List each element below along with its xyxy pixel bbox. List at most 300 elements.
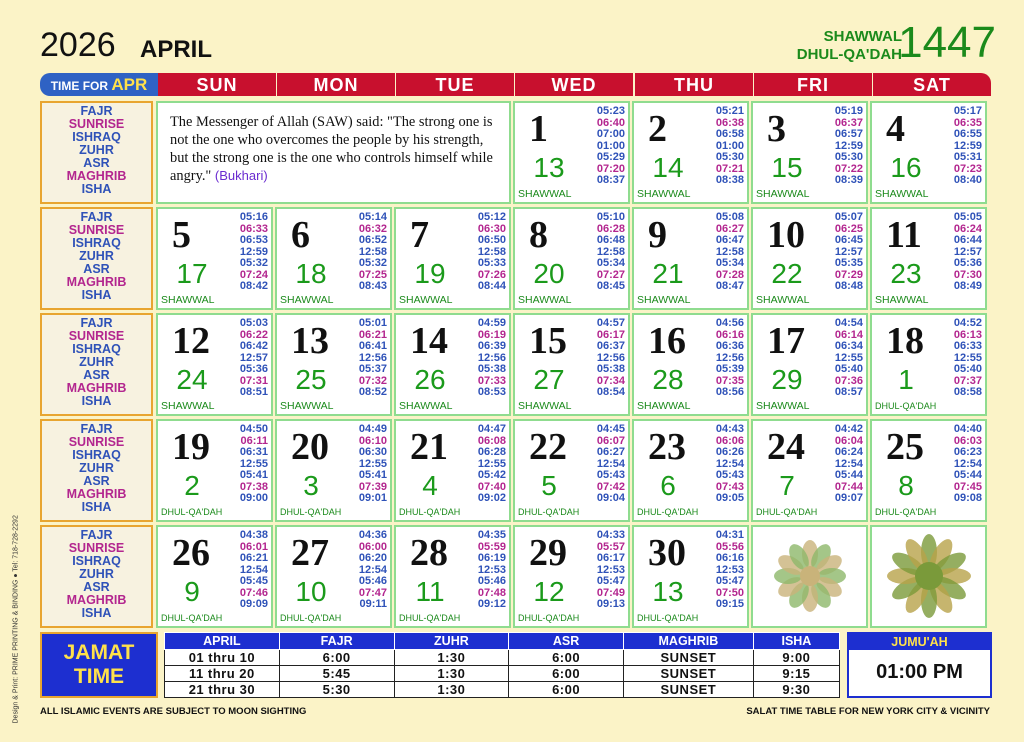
hijri-date: 14	[652, 152, 684, 183]
hijri-date: 15	[771, 152, 803, 183]
prayer-time-fajr: 04:54	[834, 317, 863, 329]
hijri-month-name: DHUL-QA'DAH	[280, 613, 342, 623]
hadith-quote	[156, 101, 511, 204]
month-title: APRIL	[140, 36, 212, 63]
hijri-month-name: DHUL-QA'DAH	[399, 613, 461, 623]
prayer-time-asr: 05:47	[715, 575, 744, 587]
jamat-row	[165, 666, 840, 682]
prayer-time-maghrib: 07:25	[358, 268, 387, 281]
day-header-fri: FRI	[754, 73, 872, 96]
prayer-time-zuhr: 12:57	[834, 245, 863, 258]
prayer-time-fajr: 04:59	[477, 317, 506, 329]
prayer-time-ishraq: 06:55	[953, 128, 982, 140]
hijri-month-name: DHUL-QA'DAH	[637, 507, 699, 517]
prayer-time-asr: 05:44	[834, 469, 863, 481]
time-for-month: APR	[111, 75, 148, 94]
jamat-cell: 6:00	[279, 650, 394, 666]
jamat-time-box	[40, 632, 158, 698]
prayer-times	[478, 530, 506, 611]
day-cell	[751, 101, 868, 204]
time-for-prefix: TIME FOR	[50, 79, 109, 93]
prayer-time-asr: 05:47	[596, 575, 625, 587]
prayer-time-zuhr: 12:54	[834, 457, 863, 470]
gregorian-date: 26	[172, 532, 210, 574]
prayer-time-zuhr: 12:58	[358, 245, 387, 258]
prayer-time-fajr: 05:07	[834, 211, 863, 223]
prayer-time-zuhr: 12:59	[834, 139, 863, 152]
prayer-label-fajr: FAJR	[80, 422, 113, 436]
prayer-time-asr: 05:33	[477, 257, 506, 269]
day-cell	[156, 525, 273, 628]
prayer-time-maghrib: 07:45	[953, 480, 982, 493]
day-cell	[394, 207, 511, 310]
prayer-label-zuhr: ZUHR	[79, 143, 114, 157]
prayer-time-zuhr: 12:54	[715, 457, 744, 470]
prayer-label-asr: ASR	[83, 474, 110, 488]
prayer-time-fajr: 04:42	[834, 423, 863, 435]
prayer-time-isha: 08:54	[596, 386, 625, 398]
prayer-time-zuhr: 12:53	[715, 563, 744, 576]
day-header-mon: MON	[277, 73, 395, 96]
prayer-times	[597, 318, 625, 399]
prayer-time-fajr: 04:49	[358, 423, 387, 435]
hijri-date: 19	[414, 258, 446, 289]
gregorian-date: 27	[291, 532, 329, 574]
gregorian-date: 12	[172, 320, 210, 362]
prayer-time-fajr: 05:14	[358, 211, 387, 223]
day-cell	[870, 419, 987, 522]
prayer-time-asr: 05:29	[596, 151, 625, 163]
hijri-date: 1	[898, 364, 914, 395]
prayer-time-isha: 09:13	[596, 598, 625, 610]
hijri-month-name: DHUL-QA'DAH	[161, 613, 223, 623]
prayer-time-isha: 08:43	[358, 280, 387, 292]
hijri-month-name: DHUL-QA'DAH	[161, 507, 223, 517]
prayer-time-fajr: 05:23	[596, 105, 625, 117]
hijri-date: 27	[533, 364, 565, 395]
prayer-time-asr: 05:36	[239, 363, 268, 375]
prayer-time-sunrise: 06:10	[358, 434, 387, 447]
prayer-time-asr: 05:38	[596, 363, 625, 375]
prayer-time-isha: 08:53	[477, 386, 506, 398]
day-cell	[513, 419, 630, 522]
day-cell	[513, 313, 630, 416]
gregorian-date: 21	[410, 426, 448, 468]
hijri-month-name: SHAWWAL	[161, 294, 215, 306]
hijri-date: 4	[422, 470, 438, 501]
prayer-times	[597, 212, 625, 293]
day-cell	[632, 207, 749, 310]
jamat-cell: 11 thru 20	[165, 666, 280, 682]
prayer-time-isha: 08:38	[715, 174, 744, 186]
jamat-cell: SUNSET	[623, 650, 753, 666]
gregorian-date: 2	[648, 108, 667, 150]
prayer-time-isha: 09:04	[596, 492, 625, 504]
prayer-time-sunrise: 06:25	[834, 222, 863, 235]
jamat-header-isha: ISHA	[753, 633, 839, 650]
printer-credit-text: Design & Print: PRIME PRINTING & BINDING ● Tel: 718-728-2292	[12, 515, 20, 724]
prayer-time-asr: 05:30	[834, 151, 863, 163]
prayer-time-isha: 09:00	[239, 492, 268, 504]
prayer-label-isha: ISHA	[81, 500, 112, 514]
hijri-date: 18	[295, 258, 327, 289]
hijri-date: 16	[890, 152, 922, 183]
hijri-date: 17	[176, 258, 208, 289]
prayer-time-fajr: 05:21	[715, 105, 744, 117]
prayer-times	[954, 106, 982, 187]
prayer-time-zuhr: 12:59	[239, 245, 268, 258]
jumuah-box	[847, 632, 992, 698]
prayer-time-fajr: 05:19	[834, 105, 863, 117]
hijri-month-name: SHAWWAL	[518, 188, 572, 200]
prayer-times	[835, 318, 863, 399]
prayer-time-ishraq: 06:37	[596, 340, 625, 352]
prayer-times	[240, 212, 268, 293]
prayer-time-isha: 08:47	[715, 280, 744, 292]
prayer-time-maghrib: 07:35	[715, 374, 744, 387]
prayer-time-maghrib: 07:31	[239, 374, 268, 387]
prayer-times	[716, 212, 744, 293]
prayer-label-ishraq: ISHRAQ	[72, 554, 121, 568]
ornament-cell	[751, 525, 868, 628]
prayer-labels-column	[40, 313, 153, 416]
prayer-time-ishraq: 06:52	[358, 234, 387, 246]
prayer-label-sunrise: SUNRISE	[68, 223, 125, 237]
prayer-label-sunrise: SUNRISE	[68, 435, 125, 449]
prayer-time-fajr: 04:52	[953, 317, 982, 329]
prayer-time-asr: 05:38	[477, 363, 506, 375]
prayer-time-ishraq: 06:42	[239, 340, 268, 352]
prayer-time-isha: 08:42	[239, 280, 268, 292]
prayer-time-sunrise: 06:35	[953, 116, 982, 129]
prayer-time-fajr: 05:05	[953, 211, 982, 223]
prayer-time-isha: 08:48	[834, 280, 863, 292]
footer-moon-note: ALL ISLAMIC EVENTS ARE SUBJECT TO MOON SIGHTING	[40, 706, 307, 717]
prayer-times	[716, 530, 744, 611]
prayer-time-maghrib: 07:28	[715, 268, 744, 281]
quote-text: The Messenger of Allah (SAW) said: "The strong one is not the one who overcomes the people by his strength, but the strong one is the one who controls himself while angry."	[170, 114, 493, 184]
prayer-time-sunrise: 06:30	[477, 222, 506, 235]
prayer-time-fajr: 04:31	[715, 529, 744, 541]
prayer-time-asr: 05:45	[239, 575, 268, 587]
prayer-labels-column	[40, 419, 153, 522]
prayer-label-asr: ASR	[83, 368, 110, 382]
prayer-time-maghrib: 07:22	[834, 162, 863, 175]
prayer-times	[835, 212, 863, 293]
prayer-time-asr: 05:34	[596, 257, 625, 269]
prayer-labels-column	[40, 101, 153, 204]
prayer-time-asr: 05:41	[358, 469, 387, 481]
prayer-time-ishraq: 06:44	[953, 234, 982, 246]
prayer-time-zuhr: 12:54	[239, 563, 268, 576]
prayer-time-asr: 05:39	[715, 363, 744, 375]
gregorian-date: 20	[291, 426, 329, 468]
day-cell	[156, 207, 273, 310]
prayer-time-sunrise: 06:13	[953, 328, 982, 341]
prayer-time-sunrise: 06:07	[596, 434, 625, 447]
prayer-times	[597, 106, 625, 187]
gregorian-date: 9	[648, 214, 667, 256]
jamat-title-1: JAMAT	[63, 641, 135, 664]
prayer-time-ishraq: 06:19	[477, 552, 506, 564]
prayer-label-isha: ISHA	[81, 288, 112, 302]
gregorian-date: 11	[886, 214, 922, 256]
prayer-label-sunrise: SUNRISE	[68, 117, 125, 131]
prayer-time-sunrise: 06:08	[477, 434, 506, 447]
gregorian-date: 15	[529, 320, 567, 362]
gregorian-date: 23	[648, 426, 686, 468]
prayer-time-isha: 08:49	[953, 280, 982, 292]
prayer-time-sunrise: 06:22	[239, 328, 268, 341]
prayer-times	[240, 424, 268, 505]
prayer-time-ishraq: 06:41	[358, 340, 387, 352]
prayer-label-maghrib: MAGHRIB	[66, 275, 127, 289]
prayer-time-isha: 09:08	[953, 492, 982, 504]
gregorian-date: 14	[410, 320, 448, 362]
day-cell	[275, 207, 392, 310]
hijri-date: 3	[303, 470, 319, 501]
quote-source: (Bukhari)	[214, 168, 268, 183]
prayer-time-maghrib: 07:27	[596, 268, 625, 281]
prayer-times	[597, 530, 625, 611]
hijri-month-2: DHUL-QA'DAH	[796, 46, 902, 63]
ornament-cell	[870, 525, 987, 628]
prayer-time-isha: 09:05	[715, 492, 744, 504]
prayer-time-isha: 08:52	[358, 386, 387, 398]
jamat-header-april: APRIL	[165, 633, 280, 650]
prayer-time-maghrib: 07:47	[358, 586, 387, 599]
prayer-time-asr: 05:35	[834, 257, 863, 269]
prayer-time-zuhr: 12:55	[953, 351, 982, 364]
prayer-time-fajr: 04:50	[239, 423, 268, 435]
prayer-time-ishraq: 06:17	[596, 552, 625, 564]
hijri-month-name: SHAWWAL	[756, 400, 810, 412]
prayer-label-zuhr: ZUHR	[79, 249, 114, 263]
gregorian-date: 10	[767, 214, 805, 256]
day-cell	[513, 207, 630, 310]
prayer-time-maghrib: 07:36	[834, 374, 863, 387]
rosette-ornament-icon	[872, 527, 987, 626]
hijri-date: 9	[184, 576, 200, 607]
gregorian-date: 24	[767, 426, 805, 468]
prayer-time-zuhr: 12:54	[953, 457, 982, 470]
prayer-time-maghrib: 07:50	[715, 586, 744, 599]
prayer-time-ishraq: 06:50	[477, 234, 506, 246]
hijri-month-name: DHUL-QA'DAH	[756, 507, 818, 517]
day-cell	[394, 525, 511, 628]
prayer-label-ishraq: ISHRAQ	[72, 130, 121, 144]
prayer-label-maghrib: MAGHRIB	[66, 381, 127, 395]
hijri-month-name: SHAWWAL	[280, 400, 334, 412]
prayer-time-zuhr: 12:55	[358, 457, 387, 470]
gregorian-date: 5	[172, 214, 191, 256]
prayer-time-sunrise: 06:37	[834, 116, 863, 129]
prayer-time-fajr: 05:03	[239, 317, 268, 329]
hijri-month-name: SHAWWAL	[399, 400, 453, 412]
prayer-time-zuhr: 12:56	[715, 351, 744, 364]
jamat-cell: 6:00	[509, 666, 624, 682]
prayer-times	[359, 424, 387, 505]
prayer-time-ishraq: 06:58	[715, 128, 744, 140]
prayer-label-maghrib: MAGHRIB	[66, 487, 127, 501]
hijri-date: 7	[779, 470, 795, 501]
prayer-time-zuhr: 12:58	[477, 245, 506, 258]
prayer-time-ishraq: 06:45	[834, 234, 863, 246]
prayer-time-asr: 05:32	[358, 257, 387, 269]
prayer-time-sunrise: 06:33	[239, 222, 268, 235]
prayer-time-asr: 05:43	[715, 469, 744, 481]
prayer-time-zuhr: 12:56	[477, 351, 506, 364]
prayer-time-sunrise: 06:06	[715, 434, 744, 447]
prayer-time-sunrise: 06:01	[239, 540, 268, 553]
prayer-time-zuhr: 12:58	[596, 245, 625, 258]
day-cell	[275, 419, 392, 522]
prayer-times	[240, 318, 268, 399]
prayer-time-fajr: 05:10	[596, 211, 625, 223]
jamat-title-2: TIME	[73, 665, 125, 688]
jamat-cell: 01 thru 10	[165, 650, 280, 666]
prayer-label-isha: ISHA	[81, 606, 112, 620]
prayer-times	[478, 318, 506, 399]
day-cell	[632, 313, 749, 416]
prayer-time-asr: 05:30	[715, 151, 744, 163]
rosette-ornament-icon	[753, 527, 868, 626]
hijri-date: 13	[533, 152, 565, 183]
day-cell	[394, 419, 511, 522]
prayer-time-ishraq: 06:30	[358, 446, 387, 458]
prayer-time-isha: 08:39	[834, 174, 863, 186]
prayer-time-zuhr: 01:00	[715, 139, 744, 152]
day-cell	[751, 419, 868, 522]
prayer-time-maghrib: 07:33	[477, 374, 506, 387]
prayer-time-sunrise: 06:19	[477, 328, 506, 341]
jamat-cell: 9:15	[753, 666, 839, 682]
hijri-date: 10	[295, 576, 327, 607]
jamat-cell: 6:00	[509, 650, 624, 666]
prayer-times	[478, 424, 506, 505]
hijri-month-name: SHAWWAL	[399, 294, 453, 306]
gregorian-date: 3	[767, 108, 786, 150]
hijri-month-1: SHAWWAL	[823, 28, 902, 45]
hijri-month-name: SHAWWAL	[280, 294, 334, 306]
hijri-date: 28	[652, 364, 684, 395]
prayer-time-zuhr: 12:58	[715, 245, 744, 258]
day-cell	[632, 525, 749, 628]
prayer-time-asr: 05:40	[953, 363, 982, 375]
prayer-time-ishraq: 06:53	[239, 234, 268, 246]
prayer-time-maghrib: 07:49	[596, 586, 625, 599]
gregorian-date: 25	[886, 426, 924, 468]
hijri-date: 11	[415, 576, 445, 607]
jamat-cell: SUNSET	[623, 666, 753, 682]
prayer-times	[954, 212, 982, 293]
prayer-time-sunrise: 06:28	[596, 222, 625, 235]
prayer-time-ishraq: 06:47	[715, 234, 744, 246]
prayer-time-maghrib: 07:26	[477, 268, 506, 281]
prayer-time-sunrise: 06:00	[358, 540, 387, 553]
prayer-time-zuhr: 12:53	[596, 563, 625, 576]
prayer-time-sunrise: 06:16	[715, 328, 744, 341]
hijri-month-name: DHUL-QA'DAH	[399, 507, 461, 517]
hijri-month-name: DHUL-QA'DAH	[518, 507, 580, 517]
prayer-time-sunrise: 05:56	[715, 540, 744, 553]
prayer-time-sunrise: 06:40	[596, 116, 625, 129]
jamat-cell: 1:30	[394, 666, 509, 682]
prayer-time-fajr: 05:01	[358, 317, 387, 329]
jamat-cell: 9:30	[753, 682, 839, 698]
prayer-label-fajr: FAJR	[80, 316, 113, 330]
day-cell	[275, 525, 392, 628]
jamat-cell: 1:30	[394, 682, 509, 698]
prayer-time-ishraq: 07:00	[596, 128, 625, 140]
jamat-cell: 21 thru 30	[165, 682, 280, 698]
prayer-time-isha: 09:07	[834, 492, 863, 504]
prayer-times	[597, 424, 625, 505]
hijri-date: 5	[541, 470, 557, 501]
gregorian-date: 22	[529, 426, 567, 468]
footer-city-note: SALAT TIME TABLE FOR NEW YORK CITY & VICINITY	[746, 706, 990, 717]
day-cell	[513, 101, 630, 204]
hijri-month-name: SHAWWAL	[637, 188, 691, 200]
prayer-time-ishraq: 06:20	[358, 552, 387, 564]
hijri-date: 12	[533, 576, 565, 607]
day-cell	[751, 207, 868, 310]
prayer-time-sunrise: 06:27	[715, 222, 744, 235]
jamat-header-fajr: FAJR	[279, 633, 394, 650]
prayer-time-ishraq: 06:23	[953, 446, 982, 458]
prayer-label-isha: ISHA	[81, 394, 112, 408]
prayer-label-ishraq: ISHRAQ	[72, 448, 121, 462]
day-header-sat: SAT	[873, 73, 991, 96]
prayer-time-isha: 08:45	[596, 280, 625, 292]
jamat-cell: 9:00	[753, 650, 839, 666]
prayer-label-fajr: FAJR	[80, 210, 113, 224]
prayer-time-zuhr: 12:54	[596, 457, 625, 470]
hijri-month-name: SHAWWAL	[518, 294, 572, 306]
prayer-time-maghrib: 07:48	[477, 586, 506, 599]
jamat-row	[165, 682, 840, 698]
prayer-time-fajr: 04:36	[358, 529, 387, 541]
hijri-date: 26	[414, 364, 446, 395]
prayer-time-zuhr: 12:55	[834, 351, 863, 364]
prayer-time-sunrise: 06:24	[953, 222, 982, 235]
prayer-time-maghrib: 07:20	[596, 162, 625, 175]
prayer-time-fajr: 04:43	[715, 423, 744, 435]
prayer-times	[359, 530, 387, 611]
prayer-time-isha: 09:12	[477, 598, 506, 610]
prayer-time-maghrib: 07:24	[239, 268, 268, 281]
prayer-label-asr: ASR	[83, 262, 110, 276]
jumuah-time: 01:00 PM	[876, 661, 963, 683]
jamat-row	[165, 650, 840, 666]
day-cell	[632, 419, 749, 522]
prayer-time-fajr: 04:56	[715, 317, 744, 329]
day-cell	[513, 525, 630, 628]
prayer-time-maghrib: 07:32	[358, 374, 387, 387]
prayer-time-maghrib: 07:39	[358, 480, 387, 493]
prayer-label-asr: ASR	[83, 580, 110, 594]
hijri-month-name: DHUL-QA'DAH	[518, 613, 580, 623]
prayer-time-isha: 08:37	[596, 174, 625, 186]
prayer-time-asr: 05:34	[715, 257, 744, 269]
prayer-time-maghrib: 07:44	[834, 480, 863, 493]
prayer-time-maghrib: 07:29	[834, 268, 863, 281]
prayer-time-sunrise: 06:14	[834, 328, 863, 341]
prayer-time-sunrise: 06:11	[240, 434, 268, 447]
prayer-time-maghrib: 07:23	[953, 162, 982, 175]
prayer-time-zuhr: 12:57	[953, 245, 982, 258]
gregorian-date: 16	[648, 320, 686, 362]
